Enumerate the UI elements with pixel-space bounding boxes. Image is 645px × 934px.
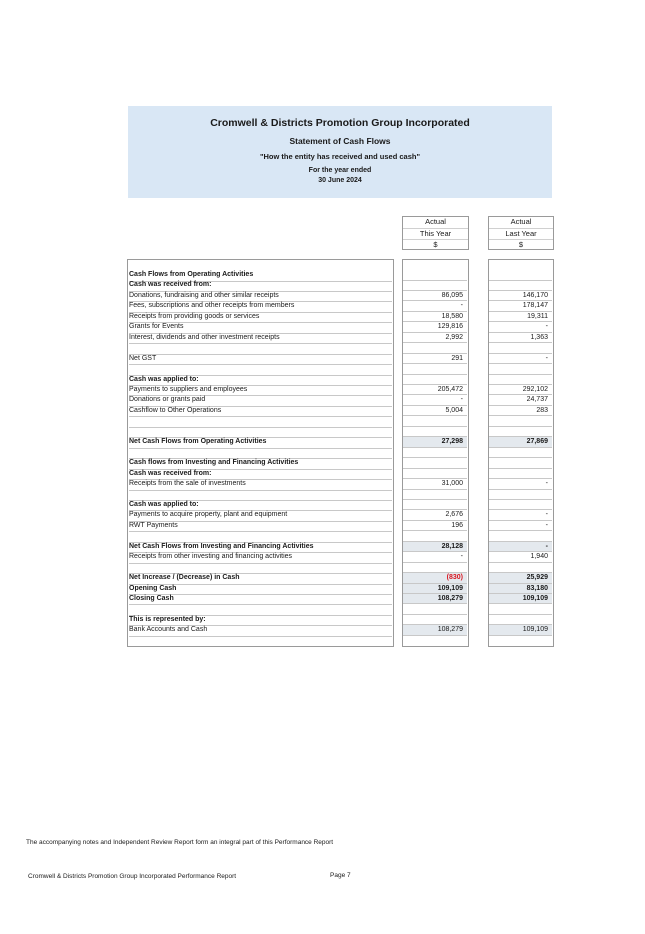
table-spacer-cell [403, 531, 467, 542]
this-year-value: - [403, 552, 467, 563]
footer-title: Cromwell & Districts Promotion Group Incorporated Performance Report [28, 873, 237, 880]
this-year-value [403, 615, 467, 626]
last-year-value: 25,929 [489, 573, 552, 584]
this-year-value: 27,298 [403, 437, 467, 448]
this-year-value [403, 270, 467, 281]
report-note: The accompanying notes and Independent Review Report form an integral part of this Performance Report [26, 839, 334, 846]
column-header-this-year [402, 216, 469, 250]
column-header-line: $ [433, 240, 438, 249]
this-year-value: 205,472 [403, 385, 467, 396]
this-year-value: (830) [403, 573, 467, 584]
table-spacer-cell [403, 416, 467, 427]
this-year-value [403, 280, 467, 291]
row-label: Net GST [129, 354, 392, 366]
row-label: Cash was applied to: [129, 375, 392, 387]
row-label: Payments to suppliers and employees [129, 385, 392, 397]
this-year-value: 2,992 [403, 333, 467, 344]
table-spacer-cell [403, 364, 467, 375]
column-header-line: Actual [403, 217, 468, 229]
table-spacer-cell [489, 427, 552, 438]
row-label: RWT Payments [129, 521, 392, 533]
this-year-value: 108,279 [403, 625, 467, 636]
this-year-value [403, 375, 467, 386]
row-label: Cash was received from: [129, 469, 392, 481]
this-year-value: - [403, 395, 467, 406]
last-year-value: 146,170 [489, 291, 552, 302]
this-year-value: 31,000 [403, 479, 467, 490]
last-year-value [489, 500, 552, 511]
last-year-value [489, 458, 552, 469]
last-year-value: 178,147 [489, 301, 552, 312]
this-year-value: 109,109 [403, 584, 467, 595]
row-label: Closing Cash [129, 594, 392, 606]
statement-subtitle: "How the entity has received and used cash" [259, 152, 421, 161]
this-year-value: 5,004 [403, 406, 467, 417]
last-year-value [489, 469, 552, 480]
last-year-value: 19,311 [489, 312, 552, 323]
column-header-line: Last Year [489, 229, 553, 241]
this-year-value: 86,095 [403, 291, 467, 302]
statement-period [128, 166, 552, 186]
last-year-value: 1,363 [489, 333, 552, 344]
column-header-line: $ [518, 240, 524, 249]
last-year-value: - [489, 521, 552, 532]
row-label: This is represented by: [129, 615, 392, 627]
table-spacer-cell [489, 563, 552, 574]
this-year-value: 129,816 [403, 322, 467, 333]
last-year-value: - [489, 479, 552, 490]
table-spacer-cell [403, 427, 467, 438]
last-year-value: 83,180 [489, 584, 552, 595]
row-label: Donations or grants paid [129, 395, 392, 407]
row-label: Bank Accounts and Cash [129, 625, 392, 637]
statement-header [128, 106, 552, 198]
this-year-value [403, 458, 467, 469]
table-spacer-cell [489, 489, 552, 500]
organization-name: Cromwell & Districts Promotion Group Incorporated [210, 117, 470, 129]
row-label: Cash flows from Investing and Financing Activities [129, 458, 392, 470]
this-year-value [403, 500, 467, 511]
period-line-1: For the year ended [308, 167, 372, 174]
last-year-value: 27,869 [489, 437, 552, 448]
last-year-value: - [489, 354, 552, 365]
table-spacer-cell [489, 343, 552, 354]
column-header-line: This Year [403, 229, 468, 241]
last-year-value: - [489, 510, 552, 521]
this-year-value: 196 [403, 521, 467, 532]
last-year-value: 109,109 [489, 625, 552, 636]
row-label: Net Cash Flows from Operating Activities [129, 437, 392, 449]
this-year-value: 2,676 [403, 510, 467, 521]
last-year-value [489, 270, 552, 281]
row-label: Receipts from providing goods or services [129, 312, 392, 324]
this-year-value: 108,279 [403, 594, 467, 605]
table-spacer-cell [403, 489, 467, 500]
this-year-value [403, 469, 467, 480]
last-year-value [489, 280, 552, 291]
page-number: Page 7 [330, 872, 351, 879]
table-spacer-cell [403, 343, 467, 354]
row-label: Fees, subscriptions and other receipts from members [129, 301, 392, 313]
row-label: Grants for Events [129, 322, 392, 334]
last-year-value [489, 375, 552, 386]
this-year-value: 18,580 [403, 312, 467, 323]
row-label: Cash Flows from Operating Activities [129, 270, 392, 282]
column-header-line: Actual [489, 217, 553, 229]
row-label: Receipts from other investing and financing activities [129, 552, 392, 564]
row-label: Net Cash Flows from Investing and Financing Activities [129, 542, 392, 554]
row-label: Interest, dividends and other investment receipts [129, 333, 392, 345]
row-label: Cash was applied to: [129, 500, 392, 512]
row-label: Net Increase / (Decrease) in Cash [129, 573, 392, 585]
this-year-value: 28,128 [403, 542, 467, 553]
row-label: Cash was received from: [129, 280, 392, 292]
last-year-value: - [489, 542, 552, 553]
last-year-value: 292,102 [489, 385, 552, 396]
table-spacer-cell [489, 364, 552, 375]
statement-title: Statement of Cash Flows [289, 136, 391, 146]
period-line-2: 30 June 2024 [318, 177, 362, 184]
column-header-last-year [488, 216, 554, 250]
table-spacer-cell [403, 563, 467, 574]
last-year-value: 283 [489, 406, 552, 417]
this-year-value: 291 [403, 354, 467, 365]
row-label: Receipts from the sale of investments [129, 479, 392, 491]
table-spacer-cell [403, 604, 467, 615]
table-spacer-cell [489, 448, 552, 459]
this-year-value: - [403, 301, 467, 312]
row-label: Cashflow to Other Operations [129, 406, 392, 418]
row-label: Donations, fundraising and other similar receipts [129, 291, 392, 303]
row-label: Opening Cash [129, 584, 392, 596]
table-spacer-cell [403, 448, 467, 459]
last-year-value: 24,737 [489, 395, 552, 406]
last-year-value: - [489, 322, 552, 333]
last-year-value [489, 615, 552, 626]
last-year-value: 1,940 [489, 552, 552, 563]
table-spacer-cell [489, 531, 552, 542]
last-year-value: 109,109 [489, 594, 552, 605]
table-spacer-cell [489, 416, 552, 427]
row-label: Payments to acquire property, plant and equipment [129, 510, 392, 522]
table-spacer-cell [489, 604, 552, 615]
